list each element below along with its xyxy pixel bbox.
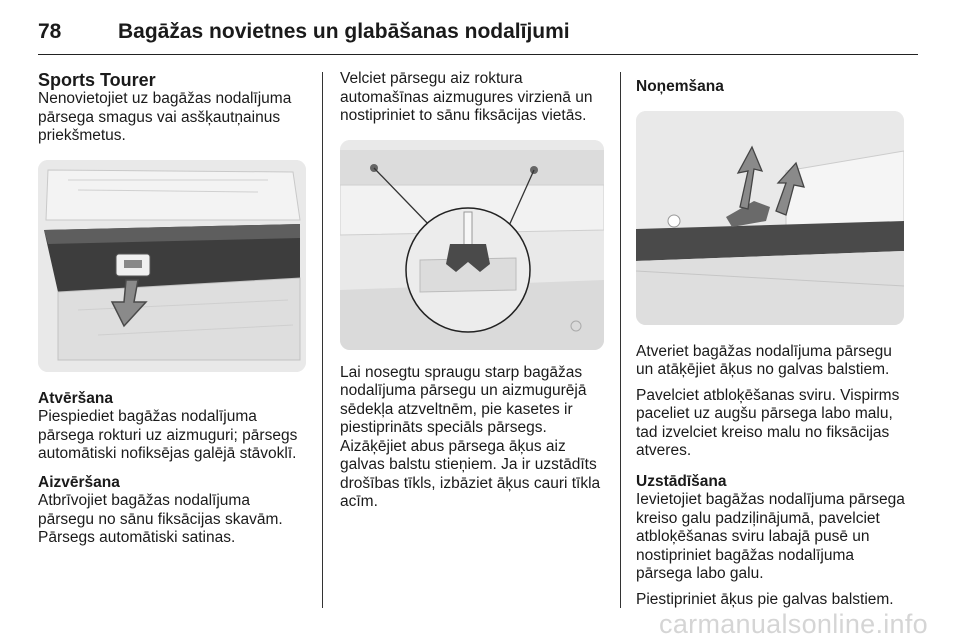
- gap-cover-text: Lai nosegtu spraugu starp bagāžas nodalījuma pārsegu un aizmugurējā sēdekļa atzveltnēm, pie kasetes ir piestiprināts speciāls pārsegs. Aizāķējiet abus pārsega āķus aiz galvas balstu stieņiem. Ja ir uzstādīts drošības tīkls, izbāziet āķus cauri tīkla acīm.: [340, 363, 601, 510]
- column-right: [636, 70, 911, 609]
- column-left: [38, 70, 308, 548]
- install-text-2: Piestipriniet āķus pie galvas balstiem.: [636, 590, 894, 608]
- opening-title: Atvēršana: [38, 389, 113, 407]
- removal-text-2: Pavelciet atbloķēšanas sviru. Vispirms paceliet uz augšu pārsega labo malu, tad izvelciet kreiso malu no fiksācijas atveres.: [636, 386, 900, 459]
- figure-hooks-detail: [340, 140, 604, 350]
- section-heading-sports-tourer: Sports Tourer: [38, 70, 156, 90]
- page-header: [38, 14, 918, 55]
- column-divider: [322, 72, 323, 608]
- opening-text: Piespiediet bagāžas nodalījuma pārsega rokturi uz aizmuguri; pārsegs automātiski nofiksējas galējā stāvoklī.: [38, 408, 298, 462]
- removal-title: Noņemšana: [636, 78, 724, 95]
- removal-text-1: Atveriet bagāžas nodalījuma pārsegu un atāķējiet āķus no galvas balstiem.: [636, 342, 892, 378]
- install-title: Uzstādīšana: [636, 472, 727, 490]
- column-divider: [620, 72, 621, 608]
- closing-text: Atbrīvojiet bagāžas nodalījuma pārsegu no sānu fiksācijas skavām. Pārsegs automātiski satinas.: [38, 492, 283, 546]
- install-text-1: Ievietojiet bagāžas nodalījuma pārsega kreiso galu padziļinājumā, pavelciet atbloķēšanas sviru labajā pusē un nostipriniet bagāžas nodalījuma pārsega labo galu.: [636, 491, 905, 582]
- closing-title: Aizvēršana: [38, 473, 120, 491]
- hook-instructions-text: Velciet pārsegu aiz roktura automašīnas aizmugures virzienā un nostipriniet to sānu fiksācijas vietās.: [340, 70, 593, 124]
- intro-text: Nenovietojiet uz bagāžas nodalījuma pārsega smagus vai asšķautņainus priekšmetus.: [38, 90, 292, 144]
- page-title: Bagāžas novietnes un glabāšanas nodalījumi: [118, 20, 570, 43]
- watermark: carmanualsonline.info: [659, 609, 928, 639]
- figure-cover-open: [38, 160, 306, 372]
- page-number: 78: [38, 20, 62, 43]
- figure-removal: [636, 111, 904, 325]
- column-middle: [340, 70, 605, 512]
